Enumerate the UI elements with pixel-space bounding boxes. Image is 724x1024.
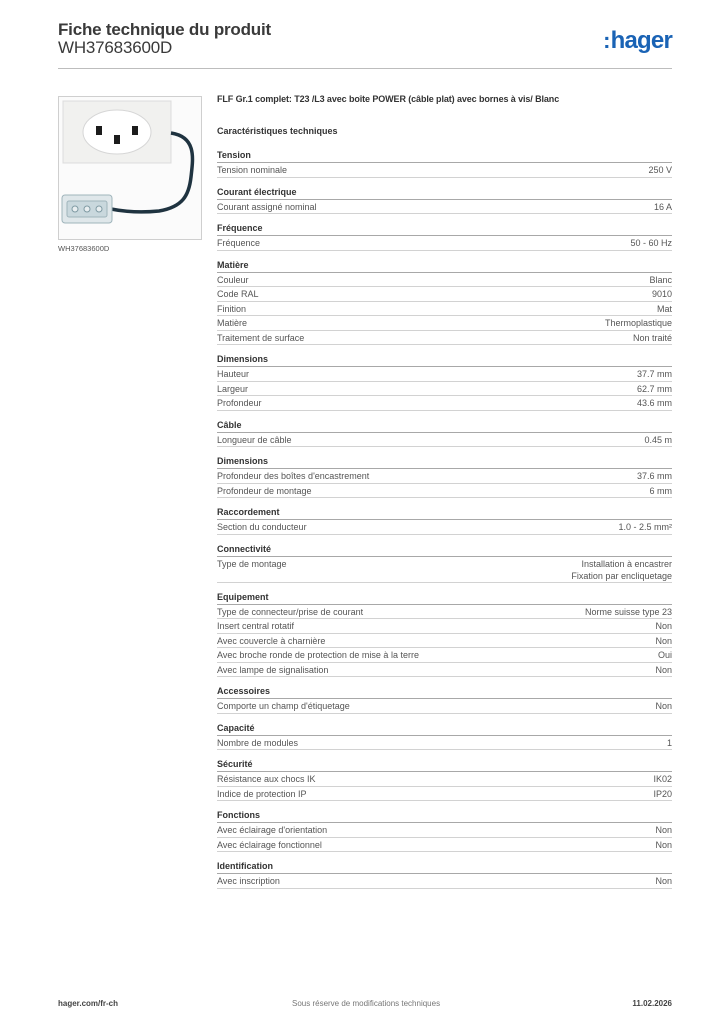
spec-row (217, 823, 672, 838)
spec-section (217, 861, 672, 889)
spec-label: Avec couvercle à charnière (217, 635, 326, 646)
spec-section (217, 592, 672, 678)
spec-label: Tension nominale (217, 165, 288, 175)
spec-section (217, 507, 672, 535)
spec-label: Profondeur de montage (217, 485, 312, 496)
spec-label: Couleur (217, 274, 249, 285)
spec-label: Avec broche ronde de protection de mise à la terre (217, 650, 419, 660)
header-divider (58, 68, 672, 69)
spec-value: Non (655, 876, 672, 886)
spec-row (217, 648, 672, 663)
spec-label: Résistance aux chocs IK (217, 774, 316, 784)
spec-label: Comporte un champ d'étiquetage (217, 701, 350, 711)
section-title: Courant électrique (217, 187, 672, 200)
spec-row (217, 663, 672, 678)
spec-label: Code RAL (217, 289, 259, 299)
spec-row (217, 316, 672, 331)
spec-label: Avec inscription (217, 876, 280, 886)
spec-value-line: Fixation par encliquetage (571, 570, 672, 581)
footer-notice: Sous réserve de modifications techniques (292, 999, 441, 1008)
spec-content (217, 94, 672, 898)
image-caption: WH37683600D (58, 244, 110, 253)
spec-value: 250 V (648, 165, 672, 175)
spec-value: 50 - 60 Hz (630, 238, 672, 248)
spec-row (217, 331, 672, 346)
page-title: Fiche technique du produit (58, 20, 271, 39)
spec-row (217, 396, 672, 411)
product-image (58, 96, 202, 240)
spec-label: Type de connecteur/prise de courant (217, 606, 364, 617)
spec-section (217, 150, 672, 178)
section-title: Dimensions (217, 456, 672, 469)
spec-label: Profondeur (217, 398, 262, 408)
section-title: Câble (217, 420, 672, 433)
spec-row (217, 200, 672, 215)
spec-row (217, 469, 672, 484)
section-title: Capacité (217, 723, 672, 736)
spec-value: Thermoplastique (604, 318, 672, 328)
section-title: Connectivité (217, 544, 672, 557)
spec-label: Courant assigné nominal (217, 201, 317, 212)
logo-text: hager (610, 27, 672, 54)
spec-row (217, 163, 672, 178)
spec-row (217, 382, 672, 397)
spec-section (217, 686, 672, 714)
spec-value: 37.6 mm (636, 471, 672, 481)
spec-value: Blanc (649, 274, 672, 285)
spec-label: Largeur (217, 383, 249, 394)
spec-value: Mat (656, 303, 672, 314)
product-description: FLF Gr.1 complet: T23 /L3 avec boîte POWER (câble plat) avec bornes à vis/ Blanc (217, 94, 560, 104)
spec-row (217, 302, 672, 317)
spec-row (217, 273, 672, 288)
spec-label: Avec éclairage fonctionnel (217, 839, 322, 850)
spec-row (217, 236, 672, 251)
section-title: Dimensions (217, 354, 672, 367)
spec-label: Hauteur (217, 369, 250, 379)
spec-label: Insert central rotatif (217, 621, 295, 631)
section-title: Sécurité (217, 759, 672, 772)
spec-value: Non traité (632, 332, 672, 343)
spec-value-line: Installation à encastrer (581, 558, 672, 569)
spec-value: Non (655, 635, 672, 646)
spec-row (217, 838, 672, 853)
spec-label: Nombre de modules (217, 737, 299, 748)
spec-label: Indice de protection IP (217, 788, 307, 799)
section-title: Accessoires (217, 686, 672, 699)
spec-label: Type de montage (217, 558, 287, 569)
spec-value: IK02 (653, 774, 672, 784)
spec-value: 1.0 - 2.5 mm² (618, 522, 672, 532)
spec-sections (217, 150, 672, 889)
spec-row (217, 619, 672, 634)
hager-logo: :hager (603, 27, 672, 54)
spec-value: Non (655, 701, 672, 711)
spec-value: 0.45 m (644, 434, 672, 445)
spec-value: 6 mm (649, 485, 672, 496)
spec-label: Finition (217, 303, 247, 314)
spec-heading: Caractéristiques techniques (217, 126, 338, 136)
spec-section (217, 260, 672, 346)
section-title: Fonctions (217, 810, 672, 823)
spec-row (217, 367, 672, 382)
spec-label: Profondeur des boîtes d'encastrement (217, 471, 370, 481)
spec-value: 43.6 mm (636, 398, 672, 408)
spec-row (217, 520, 672, 535)
spec-section (217, 723, 672, 751)
spec-row (217, 787, 672, 802)
footer-date: 11.02.2026 (632, 999, 672, 1008)
spec-row (217, 433, 672, 448)
spec-label: Avec lampe de signalisation (217, 664, 329, 675)
spec-section (217, 223, 672, 251)
spec-value: 62.7 mm (636, 383, 672, 394)
spec-section (217, 420, 672, 448)
spec-section (217, 759, 672, 801)
spec-value: Non (655, 621, 672, 631)
spec-row (217, 634, 672, 649)
spec-label: Fréquence (217, 238, 261, 248)
spec-value: 37.7 mm (636, 369, 672, 379)
spec-section (217, 456, 672, 498)
section-title: Matière (217, 260, 672, 273)
spec-label: Section du conducteur (217, 522, 307, 532)
spec-section (217, 810, 672, 852)
product-code: WH37683600D (58, 38, 173, 57)
spec-value: IP20 (653, 788, 672, 799)
spec-label: Avec éclairage d'orientation (217, 825, 328, 835)
section-title: Raccordement (217, 507, 672, 520)
spec-label: Traitement de surface (217, 332, 305, 343)
spec-value: Non (655, 664, 672, 675)
footer-website[interactable]: hager.com/fr-ch (58, 999, 119, 1008)
spec-row (217, 287, 672, 302)
spec-label: Longueur de câble (217, 434, 292, 445)
spec-value: 16 A (653, 201, 672, 212)
spec-value: Oui (657, 650, 672, 660)
section-title: Equipement (217, 592, 672, 605)
spec-row (217, 772, 672, 787)
section-title: Fréquence (217, 223, 672, 236)
spec-row (217, 484, 672, 499)
spec-row (217, 605, 672, 620)
spec-value: 1 (666, 737, 672, 748)
spec-section (217, 187, 672, 215)
spec-row (217, 736, 672, 751)
spec-value: Non (655, 839, 672, 850)
spec-row (217, 874, 672, 889)
section-title: Identification (217, 861, 672, 874)
spec-value: Non (655, 825, 672, 835)
spec-value: Norme suisse type 23 (584, 606, 672, 617)
spec-section (217, 544, 672, 583)
spec-value (571, 558, 672, 582)
section-title: Tension (217, 150, 672, 163)
spec-row (217, 557, 672, 583)
spec-value: 9010 (651, 289, 672, 299)
spec-row (217, 699, 672, 714)
spec-label: Matière (217, 318, 248, 328)
spec-section (217, 354, 672, 411)
